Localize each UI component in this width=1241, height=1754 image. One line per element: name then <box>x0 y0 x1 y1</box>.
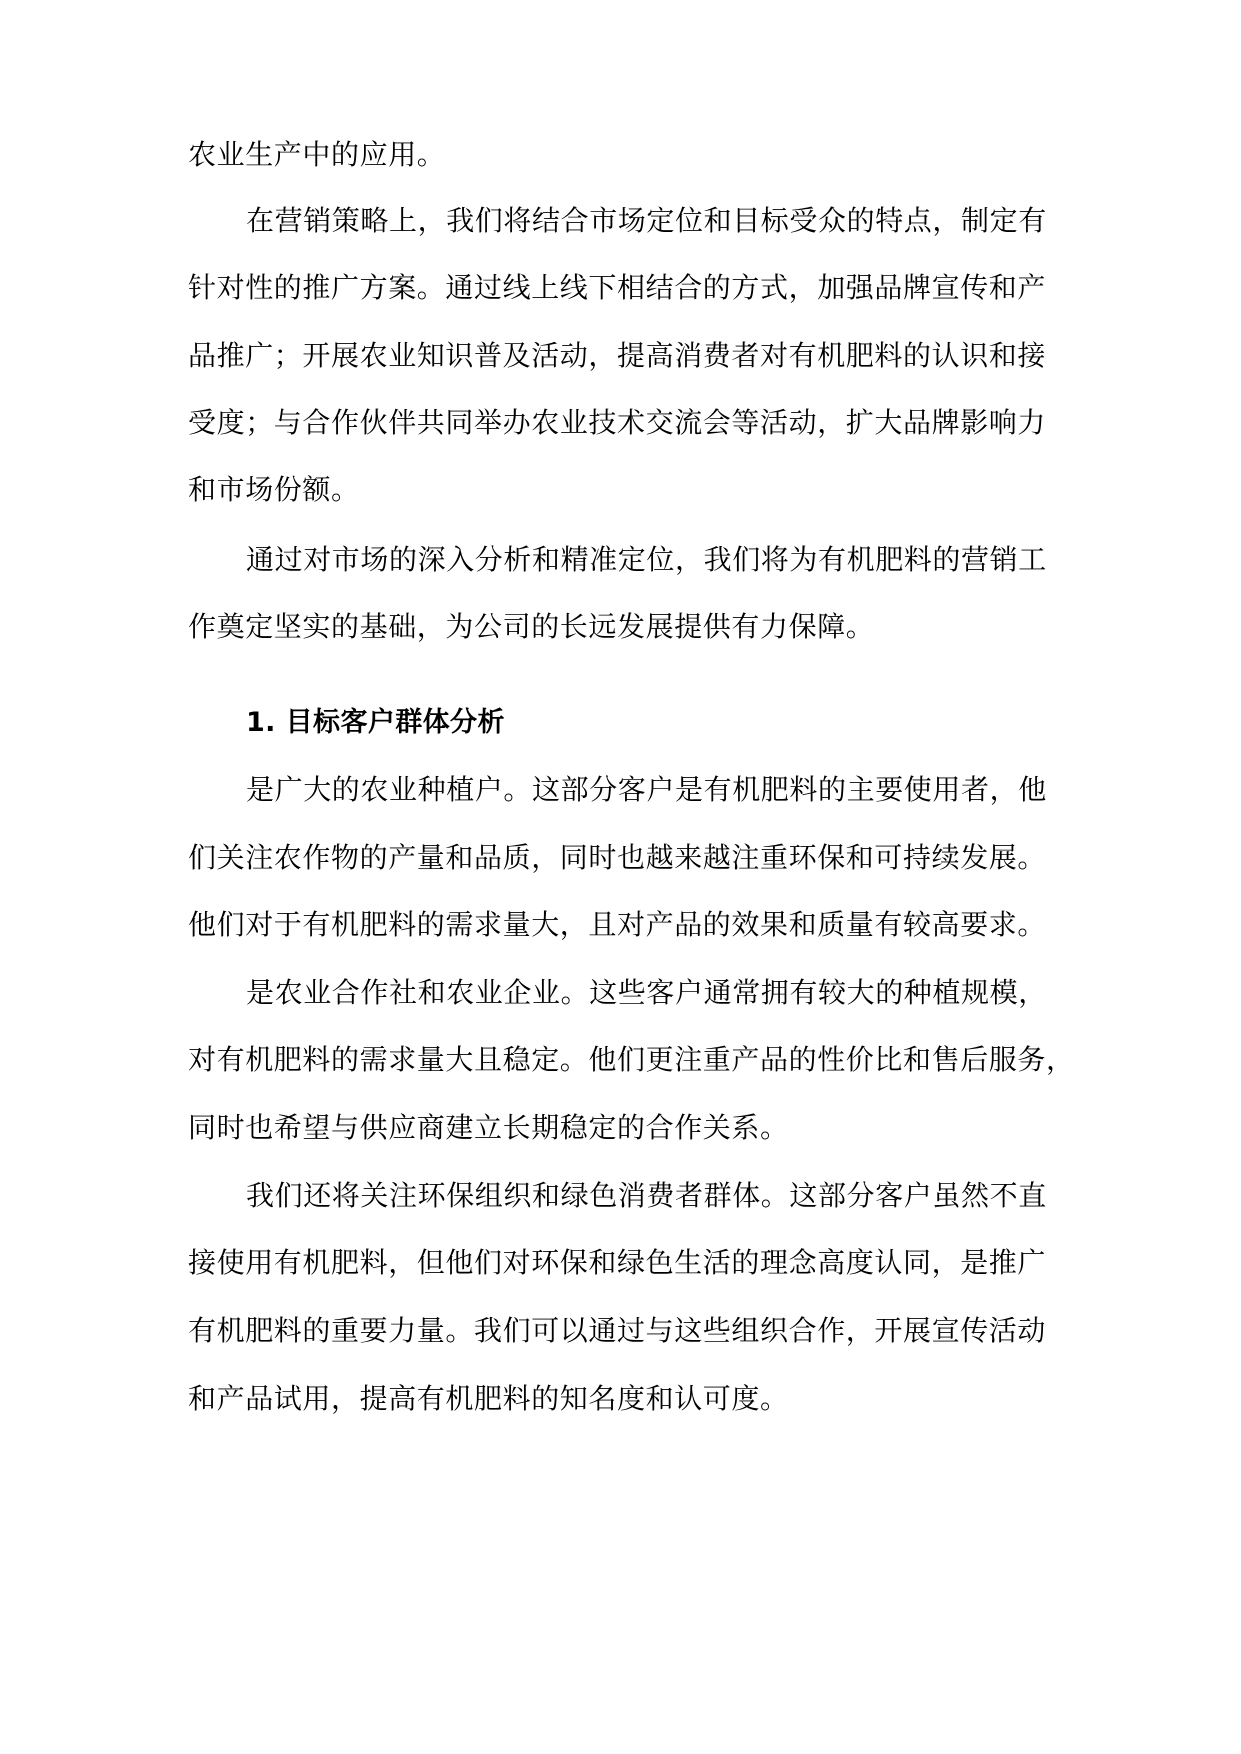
paragraph-line: 我们还将关注环保组织和绿色消费者群体。这部分客户虽然不直 <box>246 1179 1047 1212</box>
paragraph-line: 受度；与合作伙伴共同举办农业技术交流会等活动，扩大品牌影响力 <box>188 406 1047 439</box>
paragraph-line: 同时也希望与供应商建立长期稳定的合作关系。 <box>188 1111 789 1144</box>
paragraph-line: 接使用有机肥料，但他们对环保和绿色生活的理念高度认同，是推广 <box>188 1246 1047 1279</box>
paragraph-line: 针对性的推广方案。通过线上线下相结合的方式，加强品牌宣传和产 <box>188 271 1047 304</box>
paragraph-line: 农业生产中的应用。 <box>188 138 446 171</box>
paragraph-line: 是农业合作社和农业企业。这些客户通常拥有较大的种植规模， <box>246 976 1047 1009</box>
paragraph-line: 他们对于有机肥料的需求量大，且对产品的效果和质量有较高要求。 <box>188 908 1047 941</box>
paragraph-line: 在营销策略上，我们将结合市场定位和目标受众的特点，制定有 <box>246 204 1047 237</box>
paragraph-line: 和产品试用，提高有机肥料的知名度和认可度。 <box>188 1382 789 1415</box>
paragraph-line: 和市场份额。 <box>188 473 360 506</box>
paragraph-line: 对有机肥料的需求量大且稳定。他们更注重产品的性价比和售后服务， <box>188 1043 1075 1076</box>
paragraph-line: 有机肥料的重要力量。我们可以通过与这些组织合作，开展宣传活动 <box>188 1314 1047 1347</box>
paragraph-line: 作奠定坚实的基础，为公司的长远发展提供有力保障。 <box>188 610 875 643</box>
paragraph-line: 们关注农作物的产量和品质，同时也越来越注重环保和可持续发展。 <box>188 841 1047 874</box>
paragraph-line: 是广大的农业种植户。这部分客户是有机肥料的主要使用者，他 <box>246 773 1047 806</box>
paragraph-line: 品推广；开展农业知识普及活动，提高消费者对有机肥料的认识和接 <box>188 339 1047 372</box>
section-heading: 1. 目标客户群体分析 <box>246 707 505 738</box>
paragraph-line: 通过对市场的深入分析和精准定位，我们将为有机肥料的营销工 <box>246 543 1047 576</box>
